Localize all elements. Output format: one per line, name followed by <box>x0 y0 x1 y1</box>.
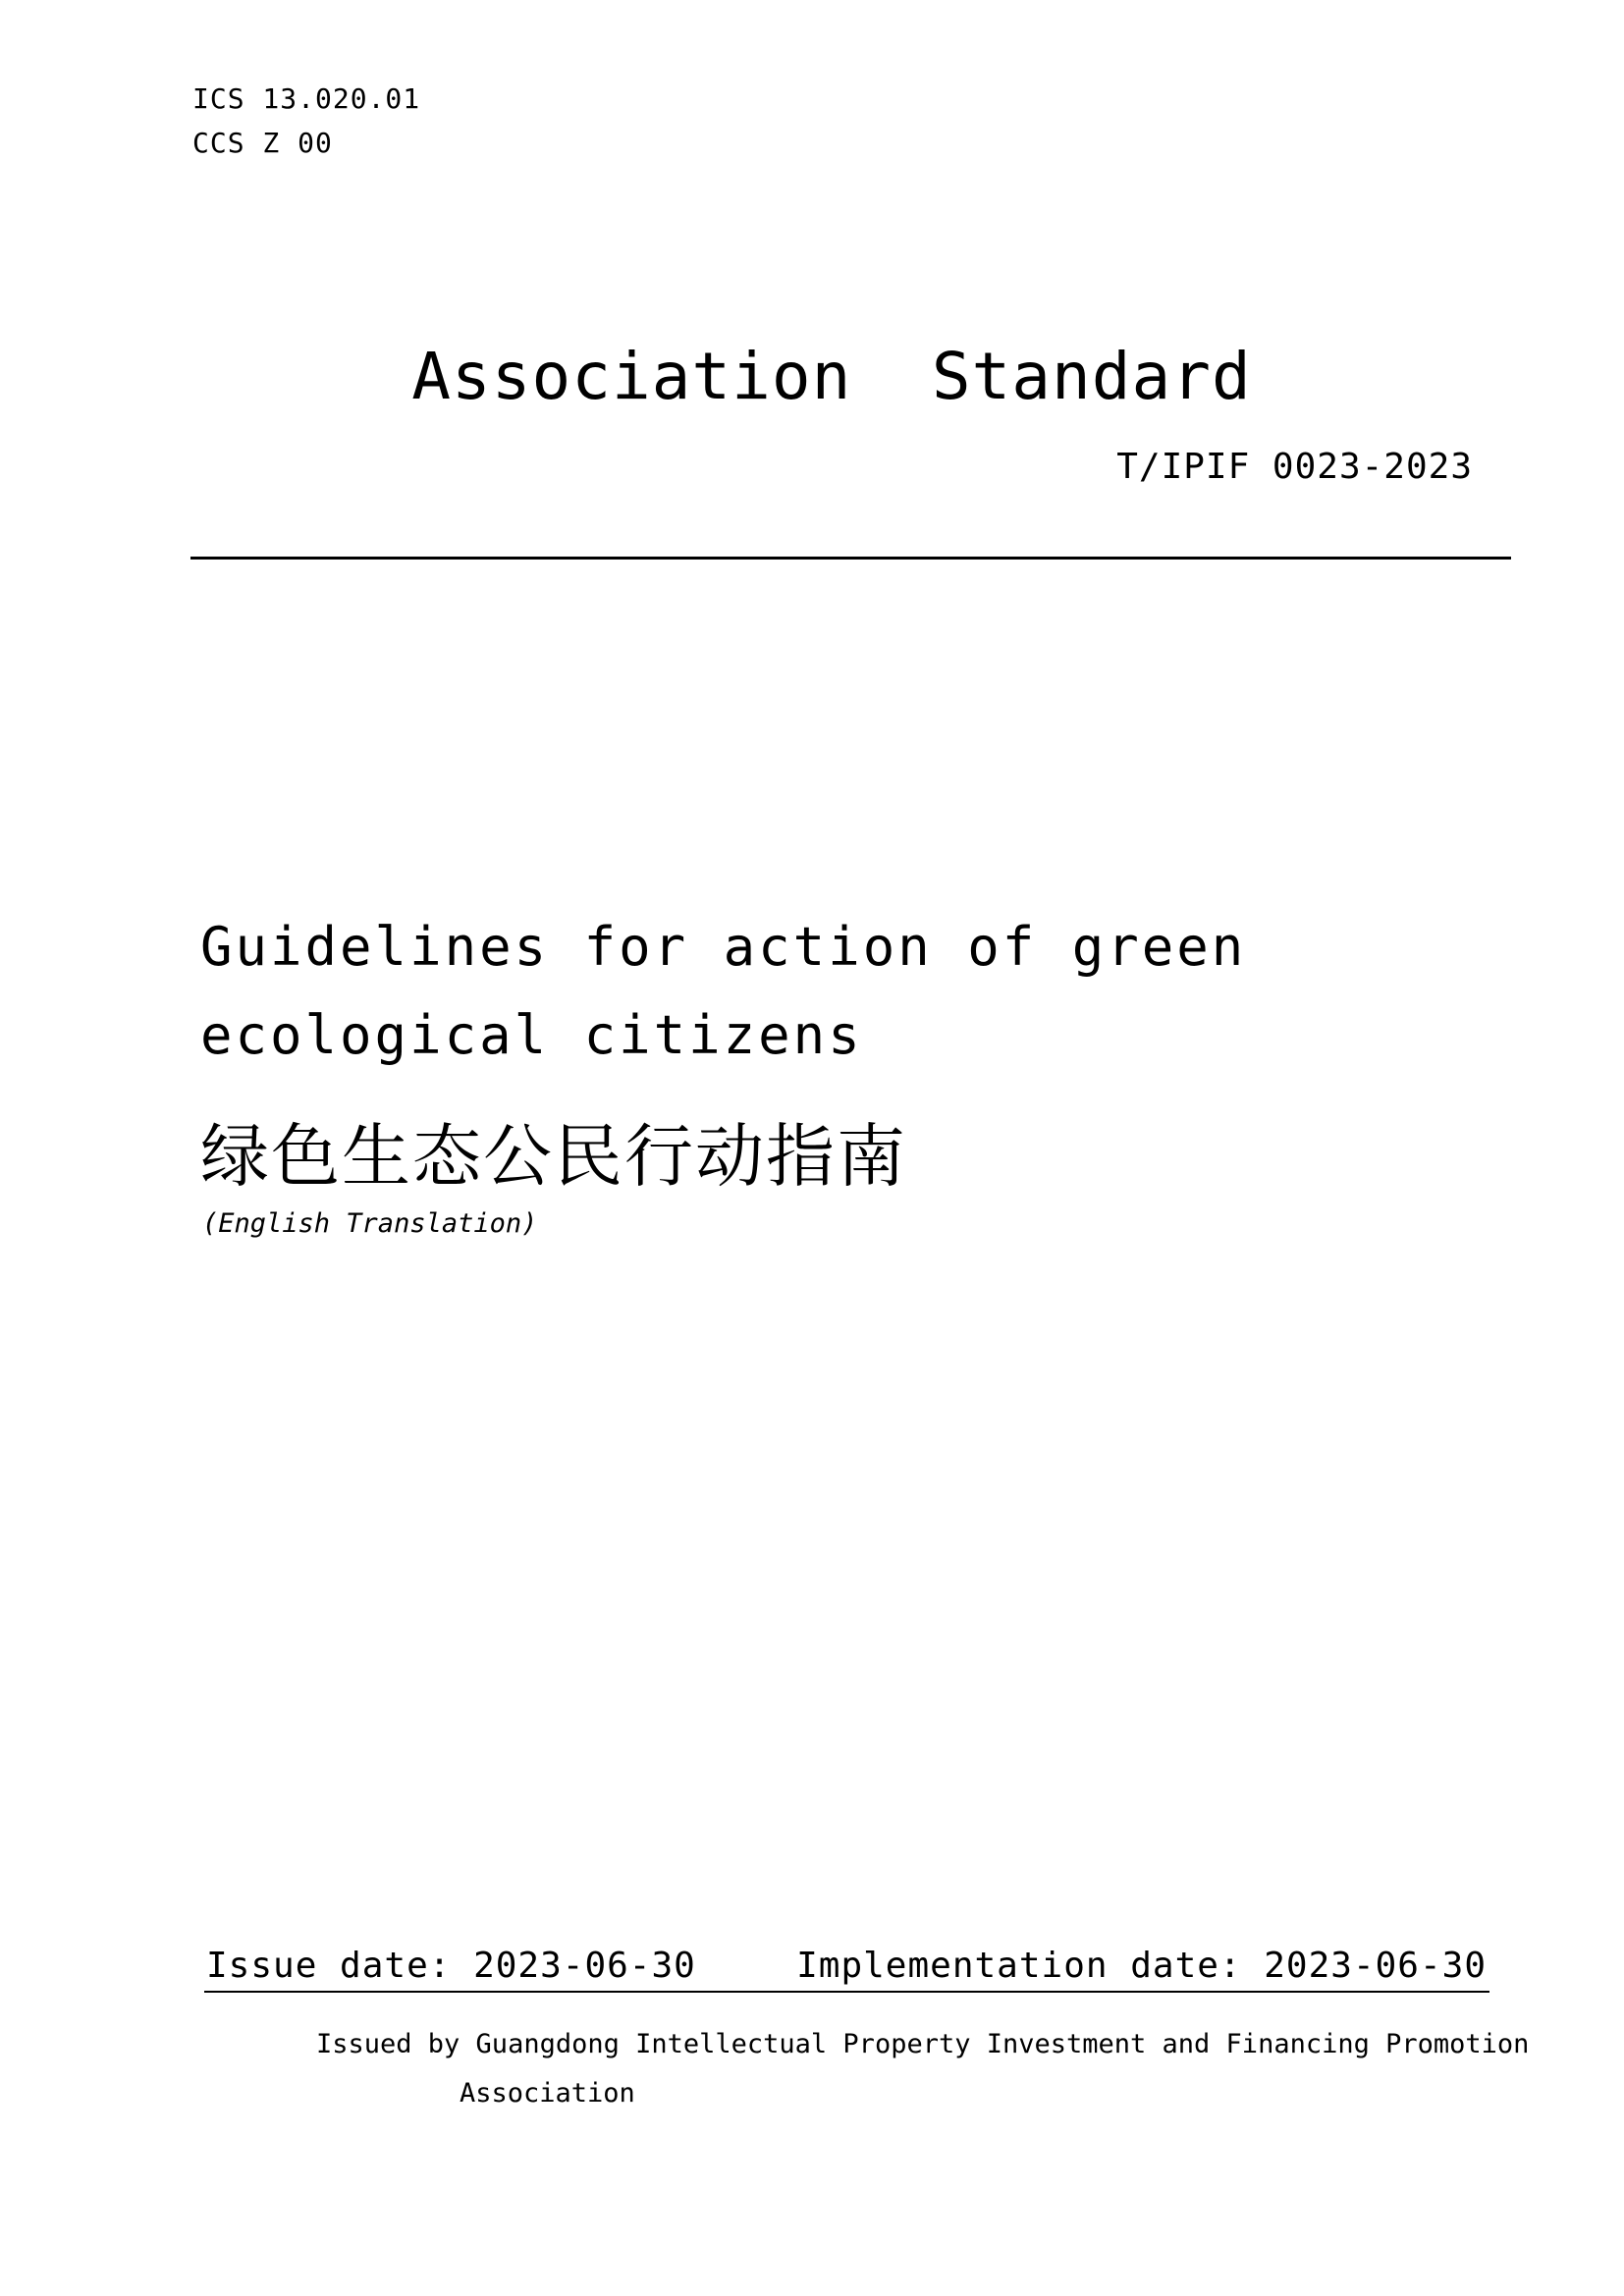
translation-note: (English Translation) <box>202 1208 538 1239</box>
ics-code: ICS 13.020.01 <box>192 82 421 115</box>
dates-divider <box>204 1991 1489 1993</box>
issuer-line-2: Association <box>460 2078 635 2109</box>
issue-date: Issue date: 2023-06-30 <box>206 1946 696 1986</box>
header-divider <box>190 557 1511 560</box>
issuer-line-1: Issued by Guangdong Intellectual Property Investment and Financing Promotion <box>316 2029 1530 2059</box>
chinese-title: 绿色生态公民行动指南 <box>200 1116 907 1197</box>
english-title: Guidelines for action of green ecological citizens <box>200 916 1247 1066</box>
implementation-date: Implementation date: 2023-06-30 <box>796 1946 1487 1986</box>
standard-type-title: Association Standard <box>411 339 1252 414</box>
issuer-statement <box>316 2020 1530 2118</box>
standard-code: T/IPIF 0023-2023 <box>1116 447 1473 487</box>
ccs-code: CCS Z 00 <box>192 127 333 159</box>
